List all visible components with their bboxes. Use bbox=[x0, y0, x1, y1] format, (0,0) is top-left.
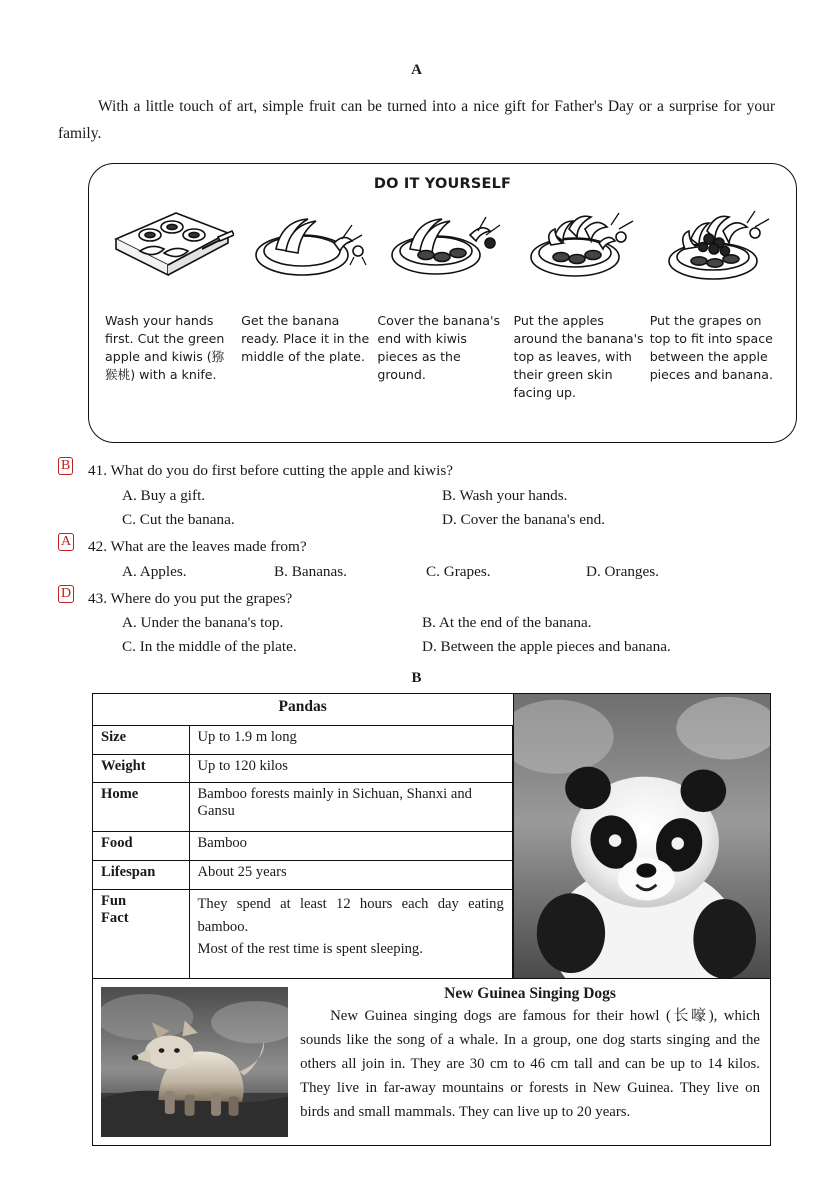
row-label-home: Home bbox=[93, 783, 189, 832]
intro-text: With a little touch of art, simple fruit can be turned into a nice gift for Father's Day or a surprise for your family. bbox=[58, 98, 775, 143]
diy-title: DO IT YOURSELF bbox=[373, 176, 512, 193]
diy-steps bbox=[99, 196, 786, 401]
row-label-food: Food bbox=[93, 832, 189, 861]
diy-step-caption: Get the banana ready. Place it in the middle of the plate. bbox=[241, 313, 370, 364]
dog-photo-cell bbox=[93, 979, 296, 1145]
dogs-title: New Guinea Singing Dogs bbox=[444, 985, 616, 1003]
option-d[interactable]: D. Cover the banana's end. bbox=[442, 510, 605, 528]
option-b[interactable]: B. At the end of the banana. bbox=[422, 614, 592, 632]
banana-with-kiwi-icon bbox=[377, 196, 507, 300]
fun-fact-line1: They spend at least 12 hours each day eating bamboo. bbox=[197, 895, 504, 935]
row-label-lifespan: Lifespan bbox=[93, 861, 189, 890]
fun-fact-label-line2: Fact bbox=[101, 909, 129, 926]
option-b[interactable]: B. Wash your hands. bbox=[442, 486, 568, 504]
table-row bbox=[93, 889, 512, 978]
option-c[interactable]: C. Grapes. bbox=[426, 562, 491, 580]
singing-dog-photo bbox=[101, 987, 288, 1137]
row-label-fun-fact bbox=[93, 889, 189, 978]
section-a-intro bbox=[58, 93, 775, 147]
question-42 bbox=[58, 535, 797, 584]
table-row bbox=[93, 694, 512, 726]
diy-step bbox=[650, 196, 780, 384]
dogs-text-cell bbox=[296, 979, 770, 1145]
diy-step bbox=[514, 196, 644, 401]
question-43-options-row1 bbox=[122, 611, 797, 635]
question-41-number: 41. bbox=[88, 462, 107, 480]
table-row bbox=[93, 754, 512, 783]
panda-photo bbox=[514, 694, 770, 979]
table-row bbox=[93, 783, 512, 832]
question-list bbox=[58, 459, 797, 660]
diy-step-caption: Put the apples around the banana's top as leaves, with their green skin facing up. bbox=[513, 313, 644, 400]
question-42-options-row1 bbox=[122, 560, 797, 584]
question-42-number: 42. bbox=[88, 538, 107, 556]
cutting-board-fruit-icon bbox=[105, 196, 235, 300]
question-43-options-row2 bbox=[122, 635, 797, 659]
option-d[interactable]: D. Between the apple pieces and banana. bbox=[422, 638, 671, 656]
question-43 bbox=[58, 587, 797, 660]
question-43-stem: Where do you put the grapes? bbox=[110, 589, 293, 607]
pandas-table bbox=[93, 694, 513, 979]
option-a[interactable]: A. Apples. bbox=[122, 562, 187, 580]
section-b-letter: B bbox=[411, 669, 422, 686]
row-value-weight: Up to 120 kilos bbox=[189, 754, 512, 783]
diy-step-caption: Wash your hands first. Cut the green apple and kiwis (猕猴桃) with a knife. bbox=[105, 313, 225, 382]
worksheet-page bbox=[0, 62, 833, 1182]
option-c[interactable]: C. Cut the banana. bbox=[122, 510, 235, 528]
handwritten-answer-43: D bbox=[58, 585, 74, 603]
table-row bbox=[93, 861, 512, 890]
question-41 bbox=[58, 459, 797, 532]
diy-step-caption: Put the grapes on top to fit into space between the apple pieces and banana. bbox=[649, 313, 773, 382]
dogs-paragraph bbox=[300, 1005, 760, 1125]
fun-fact-label-line1: Fun bbox=[101, 892, 127, 909]
option-a[interactable]: A. Buy a gift. bbox=[122, 486, 206, 504]
row-value-fun-fact bbox=[189, 889, 512, 978]
question-41-stem: What do you do first before cutting the apple and kiwis? bbox=[110, 462, 453, 480]
option-b[interactable]: B. Bananas. bbox=[274, 562, 347, 580]
handwritten-answer-41: B bbox=[58, 457, 73, 475]
pandas-title: Pandas bbox=[93, 694, 512, 726]
row-value-home: Bamboo forests mainly in Sichuan, Shanxi and Gansu bbox=[189, 783, 512, 832]
panda-photo-cell bbox=[513, 694, 770, 979]
apples-around-banana-icon bbox=[514, 196, 644, 300]
question-41-options-row2 bbox=[122, 508, 797, 532]
option-c[interactable]: C. In the middle of the plate. bbox=[122, 638, 297, 656]
row-label-weight: Weight bbox=[93, 754, 189, 783]
diy-step bbox=[241, 196, 371, 366]
grapes-on-top-icon bbox=[650, 196, 780, 300]
option-d[interactable]: D. Oranges. bbox=[586, 562, 659, 580]
row-value-food: Bamboo bbox=[189, 832, 512, 861]
row-label-size: Size bbox=[93, 725, 189, 754]
pandas-block bbox=[93, 694, 770, 979]
diy-step bbox=[377, 196, 507, 384]
banana-on-plate-icon bbox=[241, 196, 371, 300]
row-value-size: Up to 1.9 m long bbox=[189, 725, 512, 754]
section-a-letter: A bbox=[411, 62, 422, 78]
table-row bbox=[93, 832, 512, 861]
fun-fact-line2: Most of the rest time is spent sleeping. bbox=[197, 941, 423, 958]
question-43-number: 43. bbox=[88, 589, 107, 607]
singing-dogs-block bbox=[93, 978, 770, 1145]
question-41-options-row1 bbox=[122, 484, 797, 508]
handwritten-answer-42: A bbox=[58, 533, 74, 551]
diy-step bbox=[105, 196, 235, 384]
section-b-box bbox=[92, 693, 771, 1147]
row-value-lifespan: About 25 years bbox=[189, 861, 512, 890]
question-42-stem: What are the leaves made from? bbox=[110, 538, 307, 556]
table-row bbox=[93, 725, 512, 754]
option-a[interactable]: A. Under the banana's top. bbox=[122, 614, 284, 632]
dogs-body-text: New Guinea singing dogs are famous for their howl (长嚎), which sounds like the song of a whale. In a group, one dog starts singing and the others all join in. They are 30 cm to 46 cm tall and can be up to 14 kilos. They live in far-away mountains or forests in New Guinea. They live on birds and small mammals. They can live up to 20 years. bbox=[300, 1008, 760, 1121]
diy-step-caption: Cover the banana's end with kiwis pieces as the ground. bbox=[377, 313, 501, 382]
do-it-yourself-box bbox=[88, 163, 797, 443]
